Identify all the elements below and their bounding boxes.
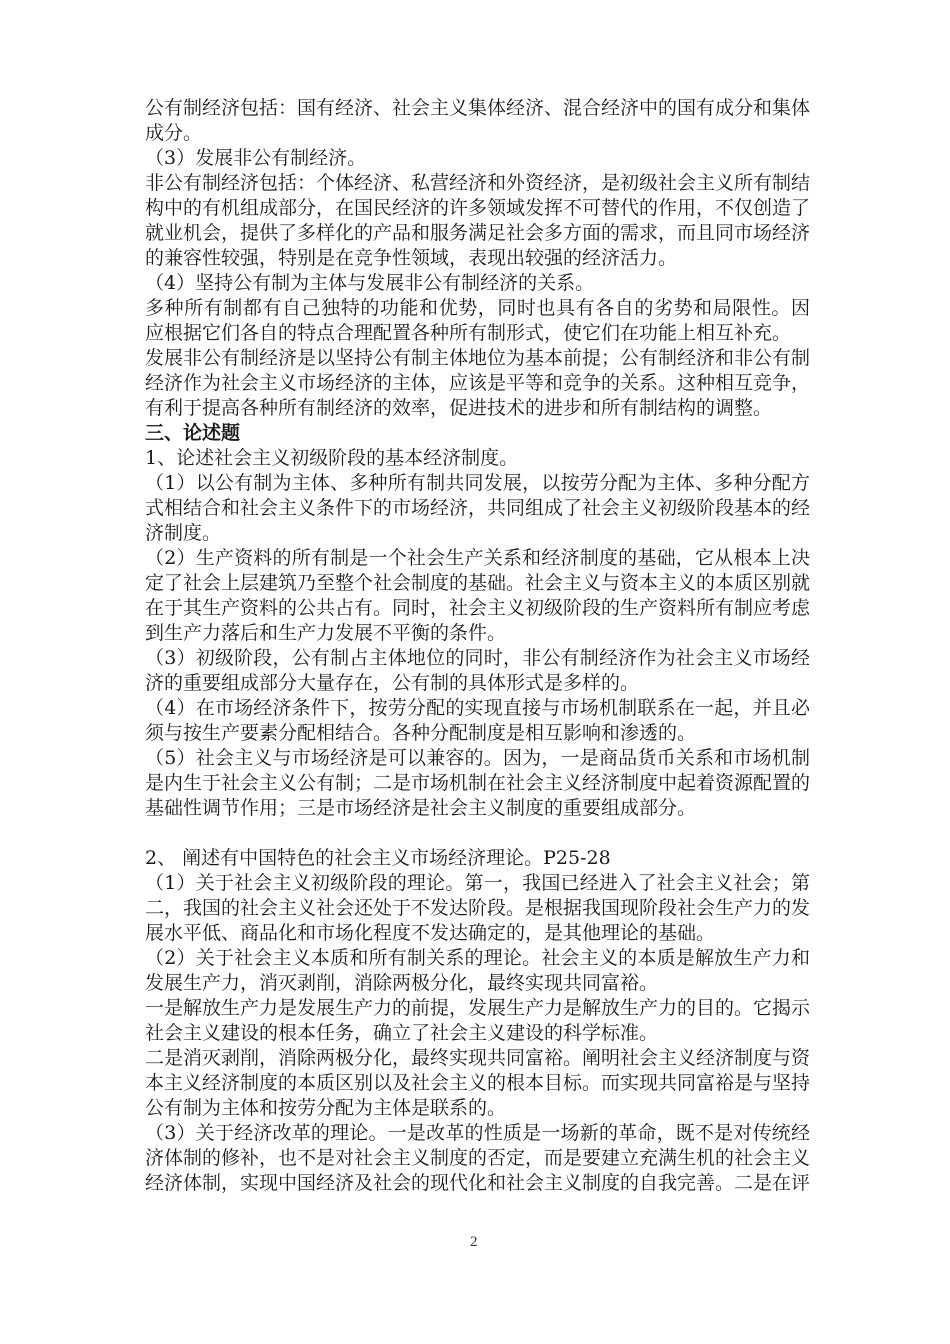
text-line: （3）初级阶段，公有制占主体地位的同时，非公有制经济作为社会主义市场经	[145, 647, 810, 669]
text-line: 多种所有制都有自己独特的功能和优势，同时也具有各自的劣势和局限性。因	[145, 297, 810, 319]
text-line: 一是解放生产力是发展生产力的前提，发展生产力是解放生产力的目的。它揭示	[145, 997, 810, 1019]
text-line: 定了社会上层建筑乃至整个社会制度的基础。社会主义与资本主义的本质区别就	[145, 572, 810, 594]
text-line: （1）以公有制为主体、多种所有制共同发展，以按劳分配为主体、多种分配方	[145, 472, 810, 494]
text-line: 发展非公有制经济是以坚持公有制主体地位为基本前提；公有制经济和非公有制	[145, 347, 810, 369]
text-line: 应根据它们各自的特点合理配置各种所有制形式，使它们在功能上相互补充。	[145, 322, 792, 344]
text-line: 展水平低、商品化和市场化程度不发达确定的，是其他理论的基础。	[145, 922, 716, 944]
text-line: 到生产力落后和生产力发展不平衡的条件。	[145, 622, 507, 644]
page-number: 2	[470, 1234, 478, 1250]
text-line: （5）社会主义与市场经济是可以兼容的。因为，一是商品货币关系和市场机制	[145, 747, 810, 769]
text-line: 成分。	[145, 122, 203, 144]
text-line: 有利于提高各种所有制经济的效率，促进技术的进步和所有制结构的调整。	[145, 397, 773, 419]
text-line: （3）关于经济改革的理论。一是改革的性质是一场新的革命，既不是对传统经	[145, 1122, 810, 1144]
document-body	[145, 96, 810, 1196]
text-line: 就业机会，提供了多样化的产品和服务满足社会多方面的需求，而且同市场经济	[145, 222, 810, 244]
text-line: 社会主义建设的根本任务，确立了社会主义建设的科学标准。	[145, 1022, 659, 1044]
text-line: 本主义经济制度的本质区别以及社会主义的根本目标。而实现共同富裕是与坚持	[145, 1072, 810, 1094]
subheading: （3）发展非公有制经济。	[145, 147, 367, 169]
text-line: 的兼容性较强，特别是在竞争性领域，表现出较强的经济活力。	[145, 247, 678, 269]
text-line: 济的重要组成部分大量存在，公有制的具体形式是多样的。	[145, 672, 640, 694]
question-title: 1、论述社会主义初级阶段的基本经济制度。	[145, 447, 519, 469]
text-line: （4）在市场经济条件下，按劳分配的实现直接与市场机制联系在一起，并且必	[145, 697, 810, 719]
text-line: 构中的有机组成部分，在国民经济的许多领域发挥不可替代的作用，不仅创造了	[145, 197, 810, 219]
text-line: 须与按生产要素分配相结合。各种分配制度是相互影响和渗透的。	[145, 722, 697, 744]
text-line: 发展生产力，消灭剥削，消除两极分化，最终实现共同富裕。	[145, 972, 659, 994]
question-title: 2、 阐述有中国特色的社会主义市场经济理论。P25-28	[145, 847, 611, 869]
text-line: 经济体制，实现中国经济及社会的现代化和社会主义制度的自我完善。二是在评	[145, 1172, 810, 1194]
text-line: 是内生于社会主义公有制；二是市场机制在社会主义经济制度中起着资源配置的	[145, 772, 810, 794]
text-line: 基础性调节作用；三是市场经济是社会主义制度的重要组成部分。	[145, 797, 697, 819]
text-line: 公有制为主体和按劳分配为主体是联系的。	[145, 1097, 507, 1119]
text-line: （1）关于社会主义初级阶段的理论。第一，我国已经进入了社会主义社会；第	[145, 872, 810, 894]
text-line: （2）生产资料的所有制是一个社会生产关系和经济制度的基础，它从根本上决	[145, 547, 810, 569]
subheading: （4）坚持公有制为主体与发展非公有制经济的关系。	[145, 272, 595, 294]
text-line: 济制度。	[145, 522, 222, 544]
text-line: 经济作为社会主义市场经济的主体，应该是平等和竞争的关系。这种相互竞争，	[145, 372, 810, 394]
text-line: （2）关于社会主义本质和所有制关系的理论。社会主义的本质是解放生产力和	[145, 947, 810, 969]
text-line: 在于其生产资料的公共占有。同时，社会主义初级阶段的生产资料所有制应考虑	[145, 597, 810, 619]
section-heading: 三、论述题	[145, 422, 241, 444]
text-line: 二，我国的社会主义社会还处于不发达阶段。是根据我国现阶段社会生产力的发	[145, 897, 810, 919]
text-line: 公有制经济包括：国有经济、社会主义集体经济、混合经济中的国有成分和集体	[145, 97, 810, 119]
text-line: 二是消灭剥削，消除两极分化，最终实现共同富裕。阐明社会主义经济制度与资	[145, 1047, 810, 1069]
blank-line	[145, 821, 810, 846]
text-line: 式相结合和社会主义条件下的市场经济，共同组成了社会主义初级阶段基本的经	[145, 497, 810, 519]
text-line: 非公有制经济包括：个体经济、私营经济和外资经济，是初级社会主义所有制结	[145, 172, 810, 194]
text-line: 济体制的修补，也不是对社会主义制度的否定，而是要建立充满生机的社会主义	[145, 1147, 810, 1169]
